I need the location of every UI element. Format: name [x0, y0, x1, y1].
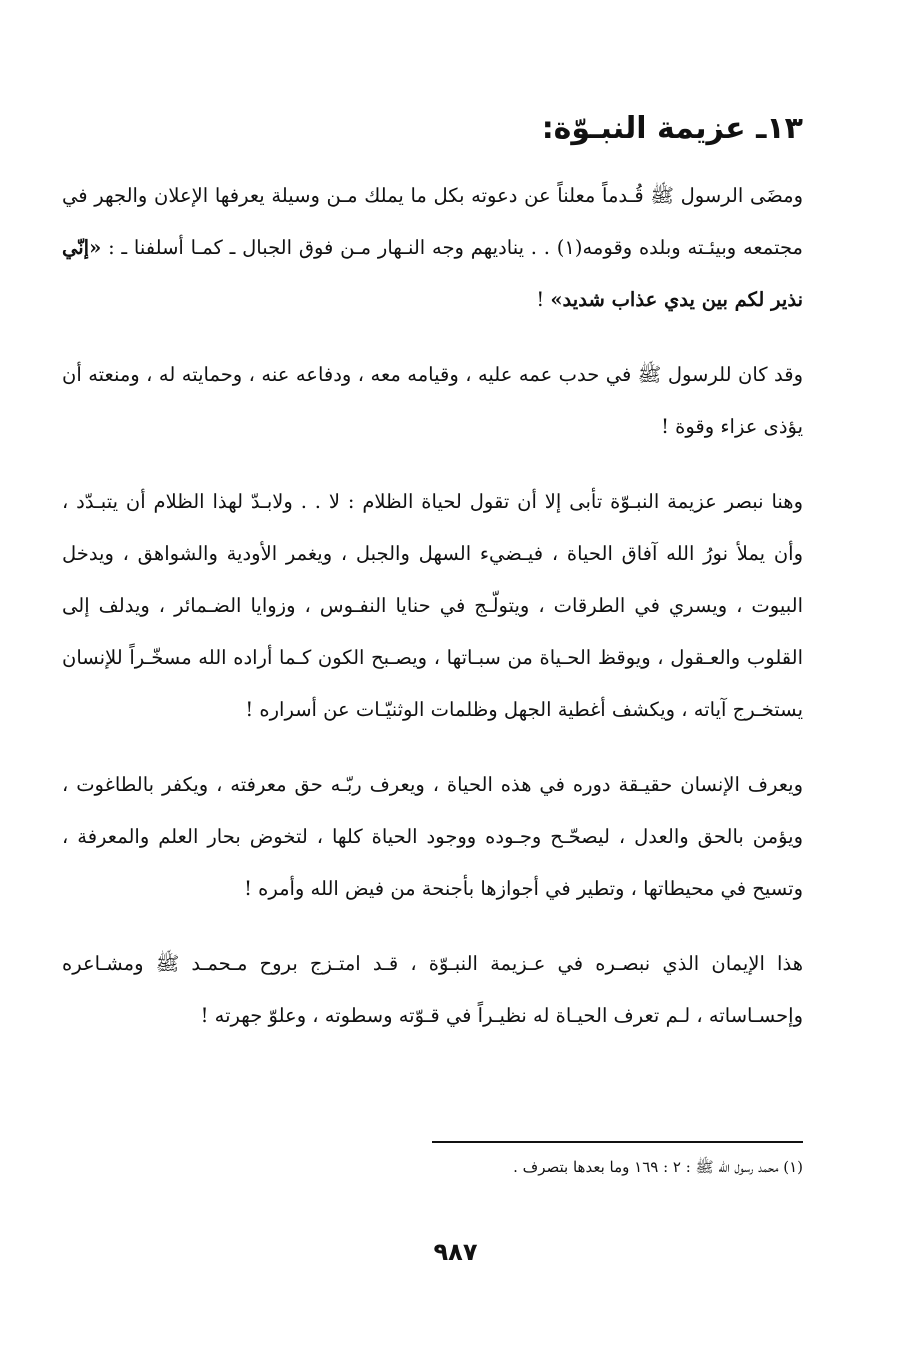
page-number: ٩٨٧	[433, 1238, 478, 1266]
paragraph-1-text: ومضَى الرسول ﷺ قُـدماً معلناً عن دعوته بكل ما يملك مـن وسيلة يعرفها الإعلان والجهر في مجتمعه وبيئـته وبلده وقومه(١) . . يناديهم وجه النـهار مـن فوق الجبال ـ كمـا أسلفنا ـ :	[62, 184, 803, 259]
footnote-divider	[432, 1141, 803, 1143]
paragraph-1-tail: !	[536, 288, 551, 311]
footnote: (١) محمد رسول الله ﷺ : ٢ : ١٦٩ وما بعدها بتصرف .	[513, 1158, 803, 1176]
section-heading: ١٣ـ عزيمة النبـوّة:	[541, 111, 803, 146]
paragraph-2: وقد كان للرسول ﷺ في حدب عمه عليه ، وقيامه معه ، ودفاعه عنه ، وحمايته له ، ومنعته أن يؤذى عزاء وقوة !	[62, 363, 803, 438]
body-text	[62, 170, 803, 1065]
paragraph-1	[62, 170, 803, 326]
paragraph-5: هذا الإيمان الذي نبصـره في عـزيمة النبـوّة ، قـد امتـزج بروح مـحمـد ﷺ ومشـاعره وإحسـاساته ، لـم تعرف الحيـاة له نظيـراً في قـوّته وسطوته ، وعلوّ جهرته !	[62, 952, 803, 1027]
paragraph-3: وهنا نبصر عزيمة النبـوّة تأبى إلا أن تقول لحياة الظلام : لا . . ولابـدّ لهذا الظلام أن يتبـدّد ، وأن يملأ نورُ الله آفاق الحياة ، فيـضيء السهل والجبل ، ويغمر الأودية والشواهق ، ويدخل البيوت ، ويسري في الطرقات ، ويتولّـج في حنايا النفـوس ، وزوايا الضـمائر ، ويدلف إلى القلوب والعـقول ، ويوقظ الحـياة من سبـاتها ، ويصـبح الكون كـما أراده الله مسخّـراً للإنسان يستخـرج آياته ، ويكشف أغطية الجهل وظلمات الوثنيّـات عن أسراره !	[62, 490, 803, 721]
paragraph-4: ويعرف الإنسان حقيـقة دوره في هذه الحياة ، ويعرف ربّـه حق معرفته ، ويكفر بالطاغوت ، ويؤمن بالحق والعدل ، ليصحّـح وجـوده ووجود الحياة كلها ، لتخوض بحار العلم والمعرفة ، وتسيح في محيطاتها ، وتطير في أجوازها بأجنحة من فيض الله وأمره !	[62, 773, 803, 900]
quran-quote: «إنّي نذير لكم بين يدي عذاب شديد»	[62, 236, 803, 311]
